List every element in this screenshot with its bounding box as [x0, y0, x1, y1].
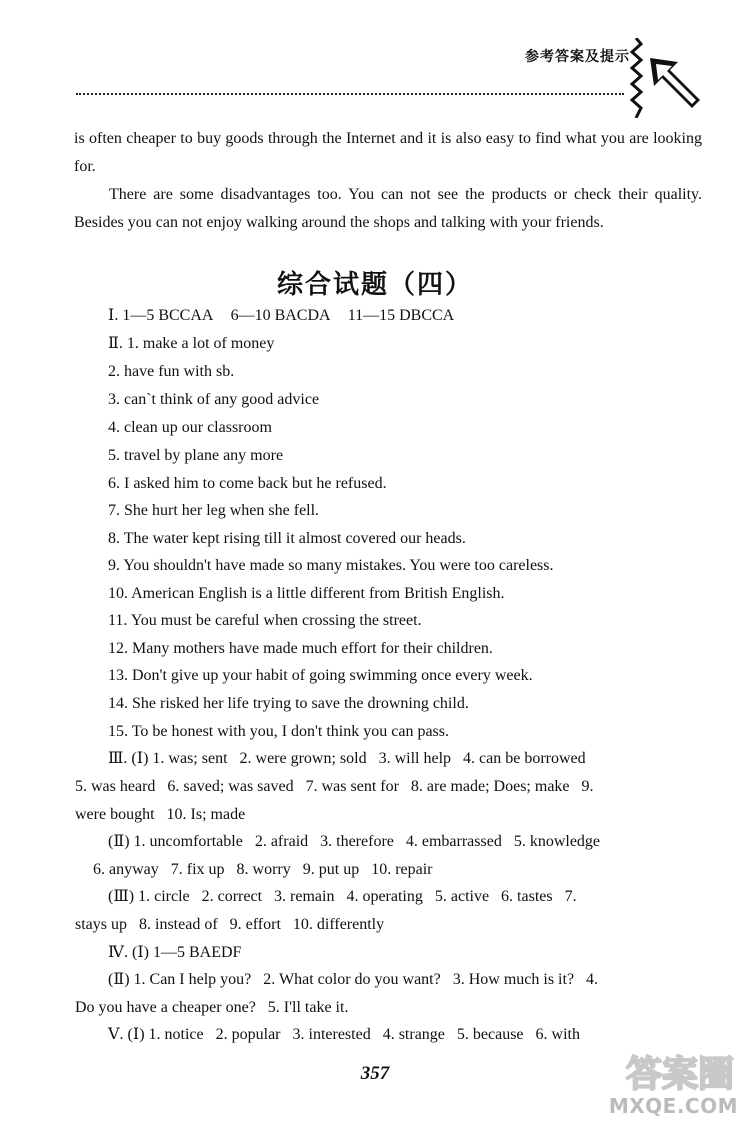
list-item: 4. clean up our classroom — [108, 419, 272, 436]
list-item: 3. can`t think of any good advice — [108, 391, 320, 408]
section-4-line-2: (Ⅱ) 1. Can I help you? 2. What color do you want? 3. How much is it? 4. — [108, 971, 599, 988]
list-item: 14. She risked her life trying to save the drowning child. — [108, 695, 469, 712]
list-item: 15. To be honest with you, I don't think you can pass. — [108, 723, 449, 740]
zigzag-divider-icon — [628, 38, 644, 118]
section-1-answers — [108, 306, 454, 326]
section-3-line-6: (Ⅲ) 1. circle 2. correct 3. remain 4. operating 5. active 6. tastes 7. — [108, 888, 577, 905]
section-3-line-4: (Ⅱ) 1. uncomfortable 2. afraid 3. therefore 4. embarrassed 5. knowledge — [108, 833, 601, 850]
list-item: 9. You shouldn't have made so many mistakes. You were too careless. — [108, 557, 554, 574]
section-3-line-2: 5. was heard 6. saved; was saved 7. was sent for 8. are made; Does; make 9. — [75, 778, 594, 795]
watermark-logo: 答案圈 — [625, 1054, 734, 1095]
list-item: 5. travel by plane any more — [108, 447, 284, 464]
section-3-line-3: were bought 10. Is; made — [75, 806, 246, 823]
answer-group-3: 11—15 DBCCA — [347, 307, 455, 324]
section-4-line-3: Do you have a cheaper one? 5. I'll take it. — [75, 999, 349, 1016]
section-3-line-5: 6. anyway 7. fix up 8. worry 9. put up 10. repair — [93, 861, 433, 878]
section-4-line-1: Ⅳ. (Ⅰ) 1—5 BAEDF — [108, 944, 242, 961]
list-item: 10. American English is a little different from British English. — [108, 585, 505, 602]
answer-group-1: Ⅰ. 1—5 BCCAA — [108, 307, 213, 324]
list-item: 13. Don't give up your habit of going swimming once every week. — [108, 667, 533, 684]
paragraph-intro: is often cheaper to buy goods through the Internet and it is also easy to find what you are looking for. — [74, 130, 702, 175]
running-header: 参考答案及提示 — [525, 49, 630, 65]
section-3-line-1: Ⅲ. (Ⅰ) 1. was; sent 2. were grown; sold 3. will help 4. can be borrowed — [108, 750, 586, 767]
header-dotted-rule — [76, 93, 624, 95]
paragraph-disadvantages: There are some disadvantages too. You can not see the products or check their quality. Besides you can not enjoy walking around the shops and talking with your friends. — [74, 186, 702, 231]
section-2-label: Ⅱ. 1. make a lot of money — [108, 335, 275, 352]
list-item: 7. She hurt her leg when she fell. — [108, 502, 320, 519]
section-3-line-7: stays up 8. instead of 9. effort 10. differently — [75, 916, 385, 933]
list-item: 11. You must be careful when crossing the street. — [108, 612, 422, 629]
list-item: 8. The water kept rising till it almost covered our heads. — [108, 530, 466, 547]
page-number: 357 — [360, 1063, 390, 1084]
list-item: 2. have fun with sb. — [108, 363, 235, 380]
section-title: 综合试题（四） — [276, 270, 473, 300]
answer-group-2: 6—10 BACDA — [230, 307, 330, 324]
watermark-url: MXQE.COM — [608, 1094, 738, 1118]
list-item: 6. I asked him to come back but he refused. — [108, 475, 387, 492]
arrow-icon — [648, 56, 704, 112]
list-item: 12. Many mothers have made much effort for their children. — [108, 640, 493, 657]
section-5-line-1: Ⅴ. (Ⅰ) 1. notice 2. popular 3. interested 4. strange 5. because 6. with — [108, 1026, 580, 1043]
